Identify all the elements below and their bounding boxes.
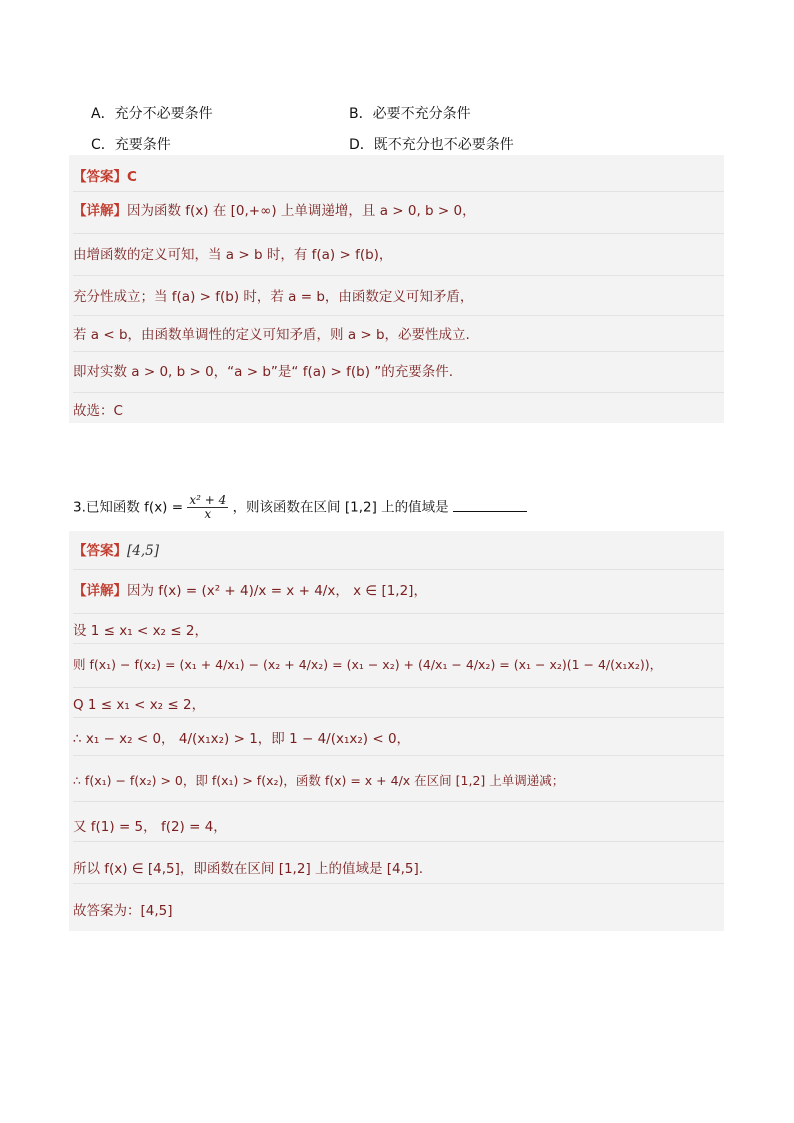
q2-answer-line	[73, 165, 724, 192]
option-c: C．充要条件	[91, 137, 171, 153]
answer-tag: 【答案】	[73, 543, 127, 559]
q3-detail-line-9	[73, 899, 724, 923]
option-b: B．必要不充分条件	[349, 106, 471, 122]
detail-text: 因为函数 f(x) 在 [0,+∞) 上单调递增，且 a > 0, b > 0，	[127, 203, 476, 219]
fraction-denominator: x	[204, 507, 212, 521]
fraction-numerator: x² + 4	[189, 493, 227, 507]
q3-detail-line-5	[73, 727, 724, 756]
option-a: A．充分不必要条件	[91, 106, 213, 122]
answer-value: C	[127, 169, 137, 185]
q2-detail-line-6	[73, 399, 724, 419]
detail-text: 则 f(x₁) − f(x₂) = (x₁ + 4/x₁) − (x₂ + 4/x₂) = (x₁ − x₂) + (4/x₁ − 4/x₂) = (x₁ − x₂)(1 − 4/(x₁x₂))，	[73, 657, 663, 672]
detail-text: 充分性成立；当 f(a) > f(b) 时，若 a = b，由函数定义可知矛盾，	[73, 289, 474, 305]
q3-detail-line-1	[73, 579, 724, 614]
stem-prefix: 3.已知函数 f(x) =	[73, 499, 184, 516]
detail-text: 所以 f(x) ∈ [4,5]，即函数在区间 [1,2] 上的值域是 [4,5].	[73, 861, 424, 877]
q3-detail-line-6	[73, 771, 724, 802]
option-d: D．既不充分也不必要条件	[349, 137, 514, 153]
detail-text: Q 1 ≤ x₁ < x₂ ≤ 2，	[73, 697, 206, 713]
q3-detail-line-4	[73, 693, 724, 718]
detail-text: ∴ x₁ − x₂ < 0， 4/(x₁x₂) > 1，即 1 − 4/(x₁x₂) < 0，	[73, 731, 411, 747]
q3-detail-line-2	[73, 619, 724, 644]
answer-value: [4,5]	[127, 543, 160, 559]
q3-answer-line	[73, 539, 724, 570]
q2-detail-line-3	[73, 285, 724, 316]
detail-tag: 【详解】	[73, 203, 127, 219]
q3-solution-box	[69, 531, 724, 931]
detail-text: 即对实数 a > 0, b > 0，“a > b”是“ f(a) > f(b) ”的充要条件.	[73, 364, 454, 380]
q2-detail-line-4	[73, 323, 724, 352]
q2-detail-line-2	[73, 243, 724, 276]
answer-blank	[453, 499, 527, 512]
detail-text: 由增函数的定义可知，当 a > b 时，有 f(a) > f(b)，	[73, 247, 393, 263]
detail-text: ∴ f(x₁) − f(x₂) > 0，即 f(x₁) > f(x₂)，函数 f(x) = x + 4/x 在区间 [1,2] 上单调递减；	[73, 773, 565, 788]
stem-fraction	[187, 494, 228, 521]
detail-tag: 【详解】	[73, 583, 127, 599]
detail-text: 若 a < b，由函数单调性的定义可知矛盾，则 a > b，必要性成立.	[73, 327, 470, 343]
q3-detail-line-8	[73, 857, 724, 884]
detail-text: 因为 f(x) = (x² + 4)/x = x + 4/x， x ∈ [1,2]，	[127, 583, 427, 599]
q2-detail-line-5	[73, 360, 724, 393]
detail-text: 故答案为：[4,5]	[73, 903, 173, 919]
q3-detail-line-3	[73, 655, 724, 688]
answer-tag: 【答案】	[73, 169, 127, 185]
q3-detail-line-7	[73, 815, 724, 842]
q2-solution-box	[69, 155, 724, 423]
stem-suffix: ，则该函数在区间 [1,2] 上的值域是	[232, 499, 449, 516]
q2-detail-line-1	[73, 199, 724, 234]
detail-text: 故选：C	[73, 403, 123, 419]
q3-stem	[73, 494, 527, 521]
detail-text: 又 f(1) = 5， f(2) = 4，	[73, 819, 227, 835]
detail-text: 设 1 ≤ x₁ < x₂ ≤ 2，	[73, 623, 208, 639]
